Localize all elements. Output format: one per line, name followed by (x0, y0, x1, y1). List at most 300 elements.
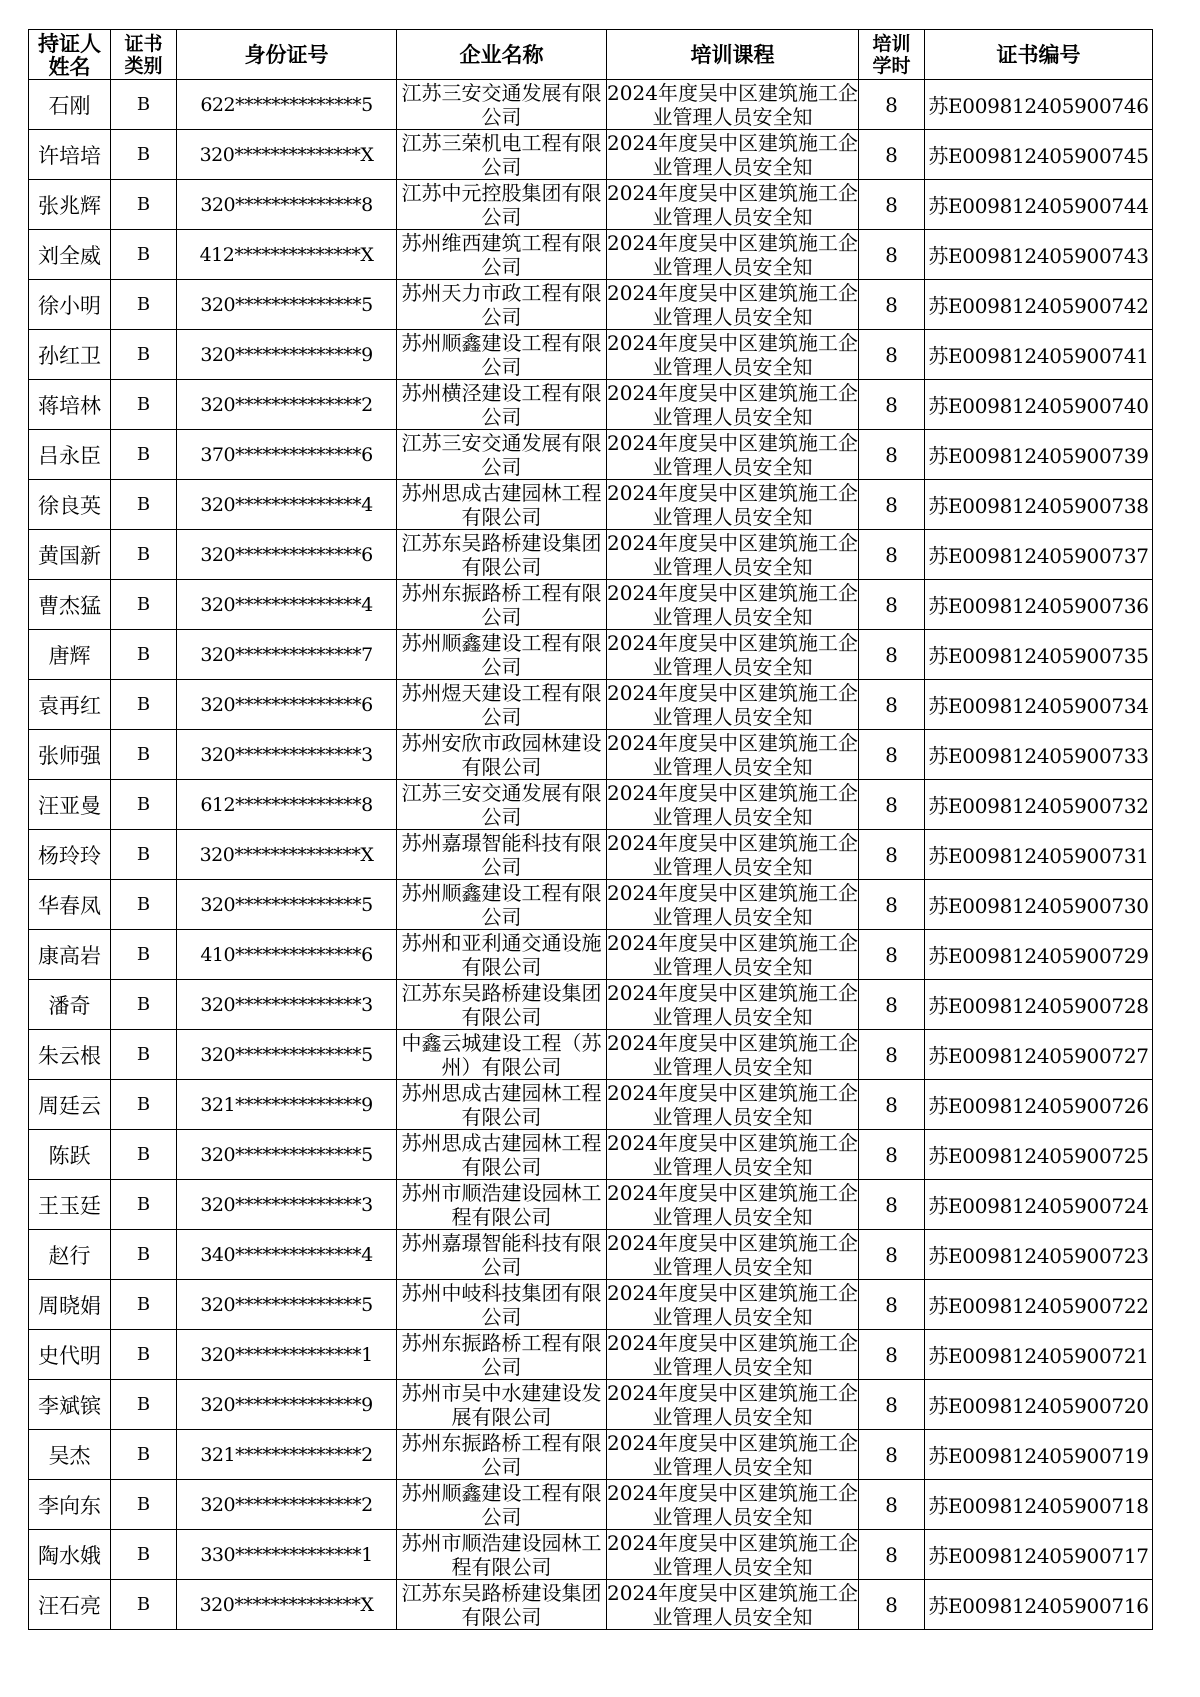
cert-class-cell: B (111, 230, 177, 280)
company-name-cell-text: 苏州思成古建园林工程有限公司 (401, 481, 602, 529)
training-hours-cell: 8 (859, 580, 925, 630)
id-number-cell: 370**************6 (177, 430, 397, 480)
company-name-cell-text: 苏州和亚利通交通设施有限公司 (401, 931, 602, 979)
training-course-cell-text: 2024年度吴中区建筑施工企业管理人员安全知 (607, 1281, 858, 1329)
id-number-cell: 320**************2 (177, 1480, 397, 1530)
table-row (29, 980, 1153, 1030)
table-row (29, 330, 1153, 380)
holder-name-cell: 吕永臣 (29, 430, 111, 480)
cert-class-cell: B (111, 630, 177, 680)
id-number-cell: 320**************X (177, 1580, 397, 1630)
holder-name-cell: 周廷云 (29, 1080, 111, 1130)
cert-class-cell: B (111, 1130, 177, 1180)
certificate-number-cell: 苏E009812405900745 (925, 130, 1153, 180)
cert-class-cell: B (111, 1480, 177, 1530)
table-row (29, 680, 1153, 730)
training-course-cell-text: 2024年度吴中区建筑施工企业管理人员安全知 (607, 481, 858, 529)
certificate-number-cell: 苏E009812405900739 (925, 430, 1153, 480)
company-name-cell-text: 江苏中元控股集团有限公司 (401, 181, 602, 229)
company-name-cell (397, 1430, 607, 1480)
holder-name-cell: 孙红卫 (29, 330, 111, 380)
training-course-cell (607, 480, 859, 530)
cert-class-cell: B (111, 380, 177, 430)
holder-name-cell: 朱云根 (29, 1030, 111, 1080)
certificate-number-cell: 苏E009812405900718 (925, 1480, 1153, 1530)
holder-name-cell: 黄国新 (29, 530, 111, 580)
table-row (29, 880, 1153, 930)
training-course-cell-text: 2024年度吴中区建筑施工企业管理人员安全知 (607, 131, 858, 179)
holder-name-cell: 华春凤 (29, 880, 111, 930)
training-hours-cell: 8 (859, 130, 925, 180)
id-number-cell: 320**************6 (177, 530, 397, 580)
certificate-number-cell: 苏E009812405900727 (925, 1030, 1153, 1080)
holder-name-cell: 徐小明 (29, 280, 111, 330)
id-number-cell: 320**************5 (177, 280, 397, 330)
company-name-cell (397, 530, 607, 580)
holder-name-cell: 杨玲玲 (29, 830, 111, 880)
training-hours-cell: 8 (859, 980, 925, 1030)
training-hours-cell: 8 (859, 280, 925, 330)
holder-name-cell: 张兆辉 (29, 180, 111, 230)
cert-class-cell: B (111, 430, 177, 480)
certificate-number-cell: 苏E009812405900722 (925, 1280, 1153, 1330)
certificate-number-cell: 苏E009812405900744 (925, 180, 1153, 230)
company-name-cell (397, 1280, 607, 1330)
company-name-cell (397, 730, 607, 780)
company-name-cell-text: 苏州市顺浩建设园林工程有限公司 (401, 1531, 602, 1579)
holder-name-cell: 李斌镔 (29, 1380, 111, 1430)
certificate-number-cell: 苏E009812405900721 (925, 1330, 1153, 1380)
training-hours-cell: 8 (859, 630, 925, 680)
header-training-course: 培训课程 (607, 30, 859, 80)
id-number-cell: 320**************5 (177, 1130, 397, 1180)
training-course-cell (607, 880, 859, 930)
company-name-cell (397, 430, 607, 480)
company-name-cell-text: 苏州东振路桥工程有限公司 (401, 1331, 602, 1379)
cert-class-cell: B (111, 130, 177, 180)
company-name-cell-text: 江苏东吴路桥建设集团有限公司 (401, 981, 602, 1029)
certificate-table (28, 29, 1153, 1630)
holder-name-cell: 唐辉 (29, 630, 111, 680)
company-name-cell (397, 630, 607, 680)
table-row (29, 1180, 1153, 1230)
holder-name-cell: 王玉廷 (29, 1180, 111, 1230)
holder-name-cell: 蒋培林 (29, 380, 111, 430)
training-course-cell-text: 2024年度吴中区建筑施工企业管理人员安全知 (607, 781, 858, 829)
training-hours-cell: 8 (859, 1030, 925, 1080)
id-number-cell: 320**************7 (177, 630, 397, 680)
certificate-number-cell: 苏E009812405900728 (925, 980, 1153, 1030)
id-number-cell: 320**************3 (177, 1180, 397, 1230)
id-number-cell: 320**************2 (177, 380, 397, 430)
training-course-cell (607, 930, 859, 980)
holder-name-cell: 陶水娥 (29, 1530, 111, 1580)
company-name-cell (397, 230, 607, 280)
table-row (29, 1030, 1153, 1080)
training-course-cell-text: 2024年度吴中区建筑施工企业管理人员安全知 (607, 331, 858, 379)
header-certificate-number: 证书编号 (925, 30, 1153, 80)
holder-name-cell: 曹杰猛 (29, 580, 111, 630)
id-number-cell: 320**************3 (177, 980, 397, 1030)
table-row (29, 180, 1153, 230)
training-course-cell-text: 2024年度吴中区建筑施工企业管理人员安全知 (607, 1481, 858, 1529)
training-hours-cell: 8 (859, 330, 925, 380)
holder-name-cell: 史代明 (29, 1330, 111, 1380)
company-name-cell-text: 中鑫云城建设工程（苏州）有限公司 (401, 1031, 602, 1079)
training-course-cell-text: 2024年度吴中区建筑施工企业管理人员安全知 (607, 931, 858, 979)
company-name-cell-text: 苏州维西建筑工程有限公司 (401, 231, 602, 279)
training-hours-cell: 8 (859, 530, 925, 580)
cert-class-cell: B (111, 1080, 177, 1130)
cert-class-cell: B (111, 1430, 177, 1480)
training-hours-cell: 8 (859, 430, 925, 480)
table-row (29, 430, 1153, 480)
certificate-number-cell: 苏E009812405900743 (925, 230, 1153, 280)
table-row (29, 1480, 1153, 1530)
table-row (29, 1130, 1153, 1180)
training-course-cell (607, 380, 859, 430)
training-course-cell (607, 180, 859, 230)
training-course-cell-text: 2024年度吴中区建筑施工企业管理人员安全知 (607, 431, 858, 479)
company-name-cell (397, 1580, 607, 1630)
training-hours-cell: 8 (859, 1380, 925, 1430)
training-course-cell-text: 2024年度吴中区建筑施工企业管理人员安全知 (607, 981, 858, 1029)
training-course-cell (607, 1530, 859, 1580)
cert-class-cell: B (111, 480, 177, 530)
company-name-cell (397, 680, 607, 730)
company-name-cell-text: 江苏三安交通发展有限公司 (401, 81, 602, 129)
id-number-cell: 320**************9 (177, 330, 397, 380)
training-course-cell-text: 2024年度吴中区建筑施工企业管理人员安全知 (607, 1431, 858, 1479)
table-row (29, 380, 1153, 430)
certificate-number-cell: 苏E009812405900731 (925, 830, 1153, 880)
training-course-cell (607, 830, 859, 880)
company-name-cell (397, 880, 607, 930)
holder-name-cell: 汪石亮 (29, 1580, 111, 1630)
training-hours-cell: 8 (859, 1480, 925, 1530)
id-number-cell: 320**************5 (177, 1280, 397, 1330)
cert-class-cell: B (111, 1280, 177, 1330)
training-course-cell (607, 630, 859, 680)
holder-name-cell: 吴杰 (29, 1430, 111, 1480)
id-number-cell: 622**************5 (177, 80, 397, 130)
table-header-row (29, 30, 1153, 80)
training-hours-cell: 8 (859, 1180, 925, 1230)
company-name-cell-text: 苏州顺鑫建设工程有限公司 (401, 331, 602, 379)
training-hours-cell: 8 (859, 1430, 925, 1480)
training-hours-cell: 8 (859, 480, 925, 530)
holder-name-cell: 许培培 (29, 130, 111, 180)
training-course-cell (607, 980, 859, 1030)
header-id-number: 身份证号 (177, 30, 397, 80)
training-course-cell-text: 2024年度吴中区建筑施工企业管理人员安全知 (607, 1181, 858, 1229)
company-name-cell (397, 330, 607, 380)
company-name-cell-text: 苏州东振路桥工程有限公司 (401, 1431, 602, 1479)
id-number-cell: 340**************4 (177, 1230, 397, 1280)
training-course-cell-text: 2024年度吴中区建筑施工企业管理人员安全知 (607, 1531, 858, 1579)
id-number-cell: 320**************8 (177, 180, 397, 230)
training-course-cell (607, 530, 859, 580)
certificate-number-cell: 苏E009812405900723 (925, 1230, 1153, 1280)
training-hours-cell: 8 (859, 230, 925, 280)
header-training-hours: 培训学时 (859, 30, 925, 80)
holder-name-cell: 石刚 (29, 80, 111, 130)
cert-class-cell: B (111, 330, 177, 380)
cert-class-cell: B (111, 930, 177, 980)
company-name-cell-text: 江苏东吴路桥建设集团有限公司 (401, 1581, 602, 1629)
id-number-cell: 320**************5 (177, 1030, 397, 1080)
cert-class-cell: B (111, 1580, 177, 1630)
holder-name-cell: 刘全威 (29, 230, 111, 280)
holder-name-cell: 赵行 (29, 1230, 111, 1280)
cert-class-cell: B (111, 180, 177, 230)
header-company-name: 企业名称 (397, 30, 607, 80)
company-name-cell (397, 1230, 607, 1280)
company-name-cell-text: 苏州市顺浩建设园林工程有限公司 (401, 1181, 602, 1229)
table-body (29, 80, 1153, 1630)
cert-class-cell: B (111, 1330, 177, 1380)
certificate-number-cell: 苏E009812405900735 (925, 630, 1153, 680)
cert-class-cell: B (111, 1230, 177, 1280)
training-hours-cell: 8 (859, 1280, 925, 1330)
training-course-cell-text: 2024年度吴中区建筑施工企业管理人员安全知 (607, 1581, 858, 1629)
table-row (29, 630, 1153, 680)
training-course-cell-text: 2024年度吴中区建筑施工企业管理人员安全知 (607, 531, 858, 579)
company-name-cell-text: 江苏三安交通发展有限公司 (401, 781, 602, 829)
table-row (29, 830, 1153, 880)
training-course-cell-text: 2024年度吴中区建筑施工企业管理人员安全知 (607, 581, 858, 629)
training-course-cell-text: 2024年度吴中区建筑施工企业管理人员安全知 (607, 681, 858, 729)
training-course-cell-text: 2024年度吴中区建筑施工企业管理人员安全知 (607, 831, 858, 879)
training-course-cell (607, 280, 859, 330)
cert-class-cell: B (111, 530, 177, 580)
training-course-cell-text: 2024年度吴中区建筑施工企业管理人员安全知 (607, 231, 858, 279)
training-course-cell (607, 780, 859, 830)
id-number-cell: 320**************X (177, 130, 397, 180)
id-number-cell: 320**************9 (177, 1380, 397, 1430)
table-row (29, 780, 1153, 830)
company-name-cell-text: 苏州嘉璟智能科技有限公司 (401, 1231, 602, 1279)
training-course-cell (607, 1130, 859, 1180)
training-hours-cell: 8 (859, 730, 925, 780)
training-course-cell (607, 680, 859, 730)
company-name-cell (397, 1380, 607, 1430)
company-name-cell (397, 780, 607, 830)
training-course-cell (607, 80, 859, 130)
certificate-number-cell: 苏E009812405900720 (925, 1380, 1153, 1430)
certificate-number-cell: 苏E009812405900740 (925, 380, 1153, 430)
holder-name-cell: 李向东 (29, 1480, 111, 1530)
cert-class-cell: B (111, 1030, 177, 1080)
training-hours-cell: 8 (859, 880, 925, 930)
training-course-cell (607, 1380, 859, 1430)
id-number-cell: 320**************4 (177, 480, 397, 530)
company-name-cell (397, 80, 607, 130)
company-name-cell-text: 江苏三荣机电工程有限公司 (401, 131, 602, 179)
certificate-number-cell: 苏E009812405900736 (925, 580, 1153, 630)
company-name-cell-text: 苏州中岐科技集团有限公司 (401, 1281, 602, 1329)
training-course-cell (607, 730, 859, 780)
company-name-cell (397, 1530, 607, 1580)
company-name-cell-text: 江苏东吴路桥建设集团有限公司 (401, 531, 602, 579)
company-name-cell-text: 苏州顺鑫建设工程有限公司 (401, 631, 602, 679)
holder-name-cell: 徐良英 (29, 480, 111, 530)
company-name-cell-text: 江苏三安交通发展有限公司 (401, 431, 602, 479)
id-number-cell: 320**************3 (177, 730, 397, 780)
table-row (29, 1430, 1153, 1480)
training-hours-cell: 8 (859, 1080, 925, 1130)
certificate-number-cell: 苏E009812405900719 (925, 1430, 1153, 1480)
holder-name-cell: 陈跃 (29, 1130, 111, 1180)
training-course-cell (607, 1030, 859, 1080)
id-number-cell: 330**************1 (177, 1530, 397, 1580)
training-course-cell-text: 2024年度吴中区建筑施工企业管理人员安全知 (607, 381, 858, 429)
training-course-cell-text: 2024年度吴中区建筑施工企业管理人员安全知 (607, 81, 858, 129)
training-course-cell (607, 1080, 859, 1130)
id-number-cell: 410**************6 (177, 930, 397, 980)
training-hours-cell: 8 (859, 680, 925, 730)
training-course-cell-text: 2024年度吴中区建筑施工企业管理人员安全知 (607, 1231, 858, 1279)
cert-class-cell: B (111, 1180, 177, 1230)
certificate-number-cell: 苏E009812405900730 (925, 880, 1153, 930)
table-row (29, 930, 1153, 980)
certificate-number-cell: 苏E009812405900717 (925, 1530, 1153, 1580)
company-name-cell-text: 苏州天力市政工程有限公司 (401, 281, 602, 329)
id-number-cell: 320**************6 (177, 680, 397, 730)
training-course-cell (607, 1230, 859, 1280)
table-row (29, 130, 1153, 180)
table-row (29, 730, 1153, 780)
company-name-cell (397, 1480, 607, 1530)
holder-name-cell: 袁再红 (29, 680, 111, 730)
certificate-number-cell: 苏E009812405900732 (925, 780, 1153, 830)
training-course-cell (607, 1580, 859, 1630)
training-course-cell (607, 1330, 859, 1380)
company-name-cell-text: 苏州安欣市政园林建设有限公司 (401, 731, 602, 779)
holder-name-cell: 康高岩 (29, 930, 111, 980)
cert-class-cell: B (111, 1530, 177, 1580)
company-name-cell-text: 苏州东振路桥工程有限公司 (401, 581, 602, 629)
table-row (29, 1380, 1153, 1430)
certificate-number-cell: 苏E009812405900746 (925, 80, 1153, 130)
table-row (29, 1230, 1153, 1280)
certificate-number-cell: 苏E009812405900716 (925, 1580, 1153, 1630)
table-row (29, 480, 1153, 530)
training-course-cell-text: 2024年度吴中区建筑施工企业管理人员安全知 (607, 631, 858, 679)
id-number-cell: 612**************8 (177, 780, 397, 830)
training-course-cell-text: 2024年度吴中区建筑施工企业管理人员安全知 (607, 1081, 858, 1129)
table-row (29, 280, 1153, 330)
id-number-cell: 321**************2 (177, 1430, 397, 1480)
certificate-number-cell: 苏E009812405900724 (925, 1180, 1153, 1230)
certificate-table-sheet (28, 29, 1152, 1630)
certificate-number-cell: 苏E009812405900738 (925, 480, 1153, 530)
id-number-cell: 320**************X (177, 830, 397, 880)
training-hours-cell: 8 (859, 180, 925, 230)
cert-class-cell: B (111, 580, 177, 630)
training-hours-cell: 8 (859, 930, 925, 980)
training-hours-cell: 8 (859, 1580, 925, 1630)
table-row (29, 580, 1153, 630)
holder-name-cell: 周晓娟 (29, 1280, 111, 1330)
company-name-cell-text: 苏州顺鑫建设工程有限公司 (401, 1481, 602, 1529)
training-course-cell-text: 2024年度吴中区建筑施工企业管理人员安全知 (607, 181, 858, 229)
certificate-number-cell: 苏E009812405900726 (925, 1080, 1153, 1130)
company-name-cell (397, 180, 607, 230)
certificate-number-cell: 苏E009812405900742 (925, 280, 1153, 330)
training-course-cell-text: 2024年度吴中区建筑施工企业管理人员安全知 (607, 731, 858, 779)
company-name-cell-text: 苏州煜天建设工程有限公司 (401, 681, 602, 729)
company-name-cell-text: 苏州思成古建园林工程有限公司 (401, 1081, 602, 1129)
holder-name-cell: 张师强 (29, 730, 111, 780)
cert-class-cell: B (111, 780, 177, 830)
table-row (29, 230, 1153, 280)
id-number-cell: 320**************4 (177, 580, 397, 630)
training-course-cell-text: 2024年度吴中区建筑施工企业管理人员安全知 (607, 881, 858, 929)
training-course-cell (607, 330, 859, 380)
company-name-cell-text: 苏州顺鑫建设工程有限公司 (401, 881, 602, 929)
training-course-cell (607, 130, 859, 180)
certificate-number-cell: 苏E009812405900729 (925, 930, 1153, 980)
company-name-cell (397, 1130, 607, 1180)
training-hours-cell: 8 (859, 380, 925, 430)
training-hours-cell: 8 (859, 80, 925, 130)
company-name-cell (397, 930, 607, 980)
id-number-cell: 412**************X (177, 230, 397, 280)
id-number-cell: 321**************9 (177, 1080, 397, 1130)
training-course-cell-text: 2024年度吴中区建筑施工企业管理人员安全知 (607, 1381, 858, 1429)
header-cert-class: 证书类别 (111, 30, 177, 80)
cert-class-cell: B (111, 730, 177, 780)
certificate-number-cell: 苏E009812405900725 (925, 1130, 1153, 1180)
training-hours-cell: 8 (859, 780, 925, 830)
company-name-cell (397, 980, 607, 1030)
holder-name-cell: 汪亚曼 (29, 780, 111, 830)
cert-class-cell: B (111, 680, 177, 730)
cert-class-cell: B (111, 80, 177, 130)
training-course-cell (607, 230, 859, 280)
certificate-number-cell: 苏E009812405900734 (925, 680, 1153, 730)
company-name-cell (397, 1180, 607, 1230)
cert-class-cell: B (111, 280, 177, 330)
cert-class-cell: B (111, 1380, 177, 1430)
training-course-cell-text: 2024年度吴中区建筑施工企业管理人员安全知 (607, 1131, 858, 1179)
company-name-cell (397, 380, 607, 430)
cert-class-cell: B (111, 980, 177, 1030)
company-name-cell (397, 280, 607, 330)
holder-name-cell: 潘奇 (29, 980, 111, 1030)
training-hours-cell: 8 (859, 1330, 925, 1380)
company-name-cell (397, 830, 607, 880)
table-row (29, 530, 1153, 580)
header-holder-name: 持证人姓名 (29, 30, 111, 80)
training-course-cell (607, 430, 859, 480)
table-row (29, 1530, 1153, 1580)
company-name-cell (397, 1080, 607, 1130)
training-course-cell (607, 1430, 859, 1480)
training-course-cell-text: 2024年度吴中区建筑施工企业管理人员安全知 (607, 1331, 858, 1379)
id-number-cell: 320**************5 (177, 880, 397, 930)
training-course-cell (607, 1180, 859, 1230)
training-hours-cell: 8 (859, 1130, 925, 1180)
training-hours-cell: 8 (859, 830, 925, 880)
table-row (29, 1080, 1153, 1130)
training-hours-cell: 8 (859, 1530, 925, 1580)
certificate-number-cell: 苏E009812405900741 (925, 330, 1153, 380)
certificate-number-cell: 苏E009812405900737 (925, 530, 1153, 580)
company-name-cell (397, 580, 607, 630)
company-name-cell-text: 苏州思成古建园林工程有限公司 (401, 1131, 602, 1179)
